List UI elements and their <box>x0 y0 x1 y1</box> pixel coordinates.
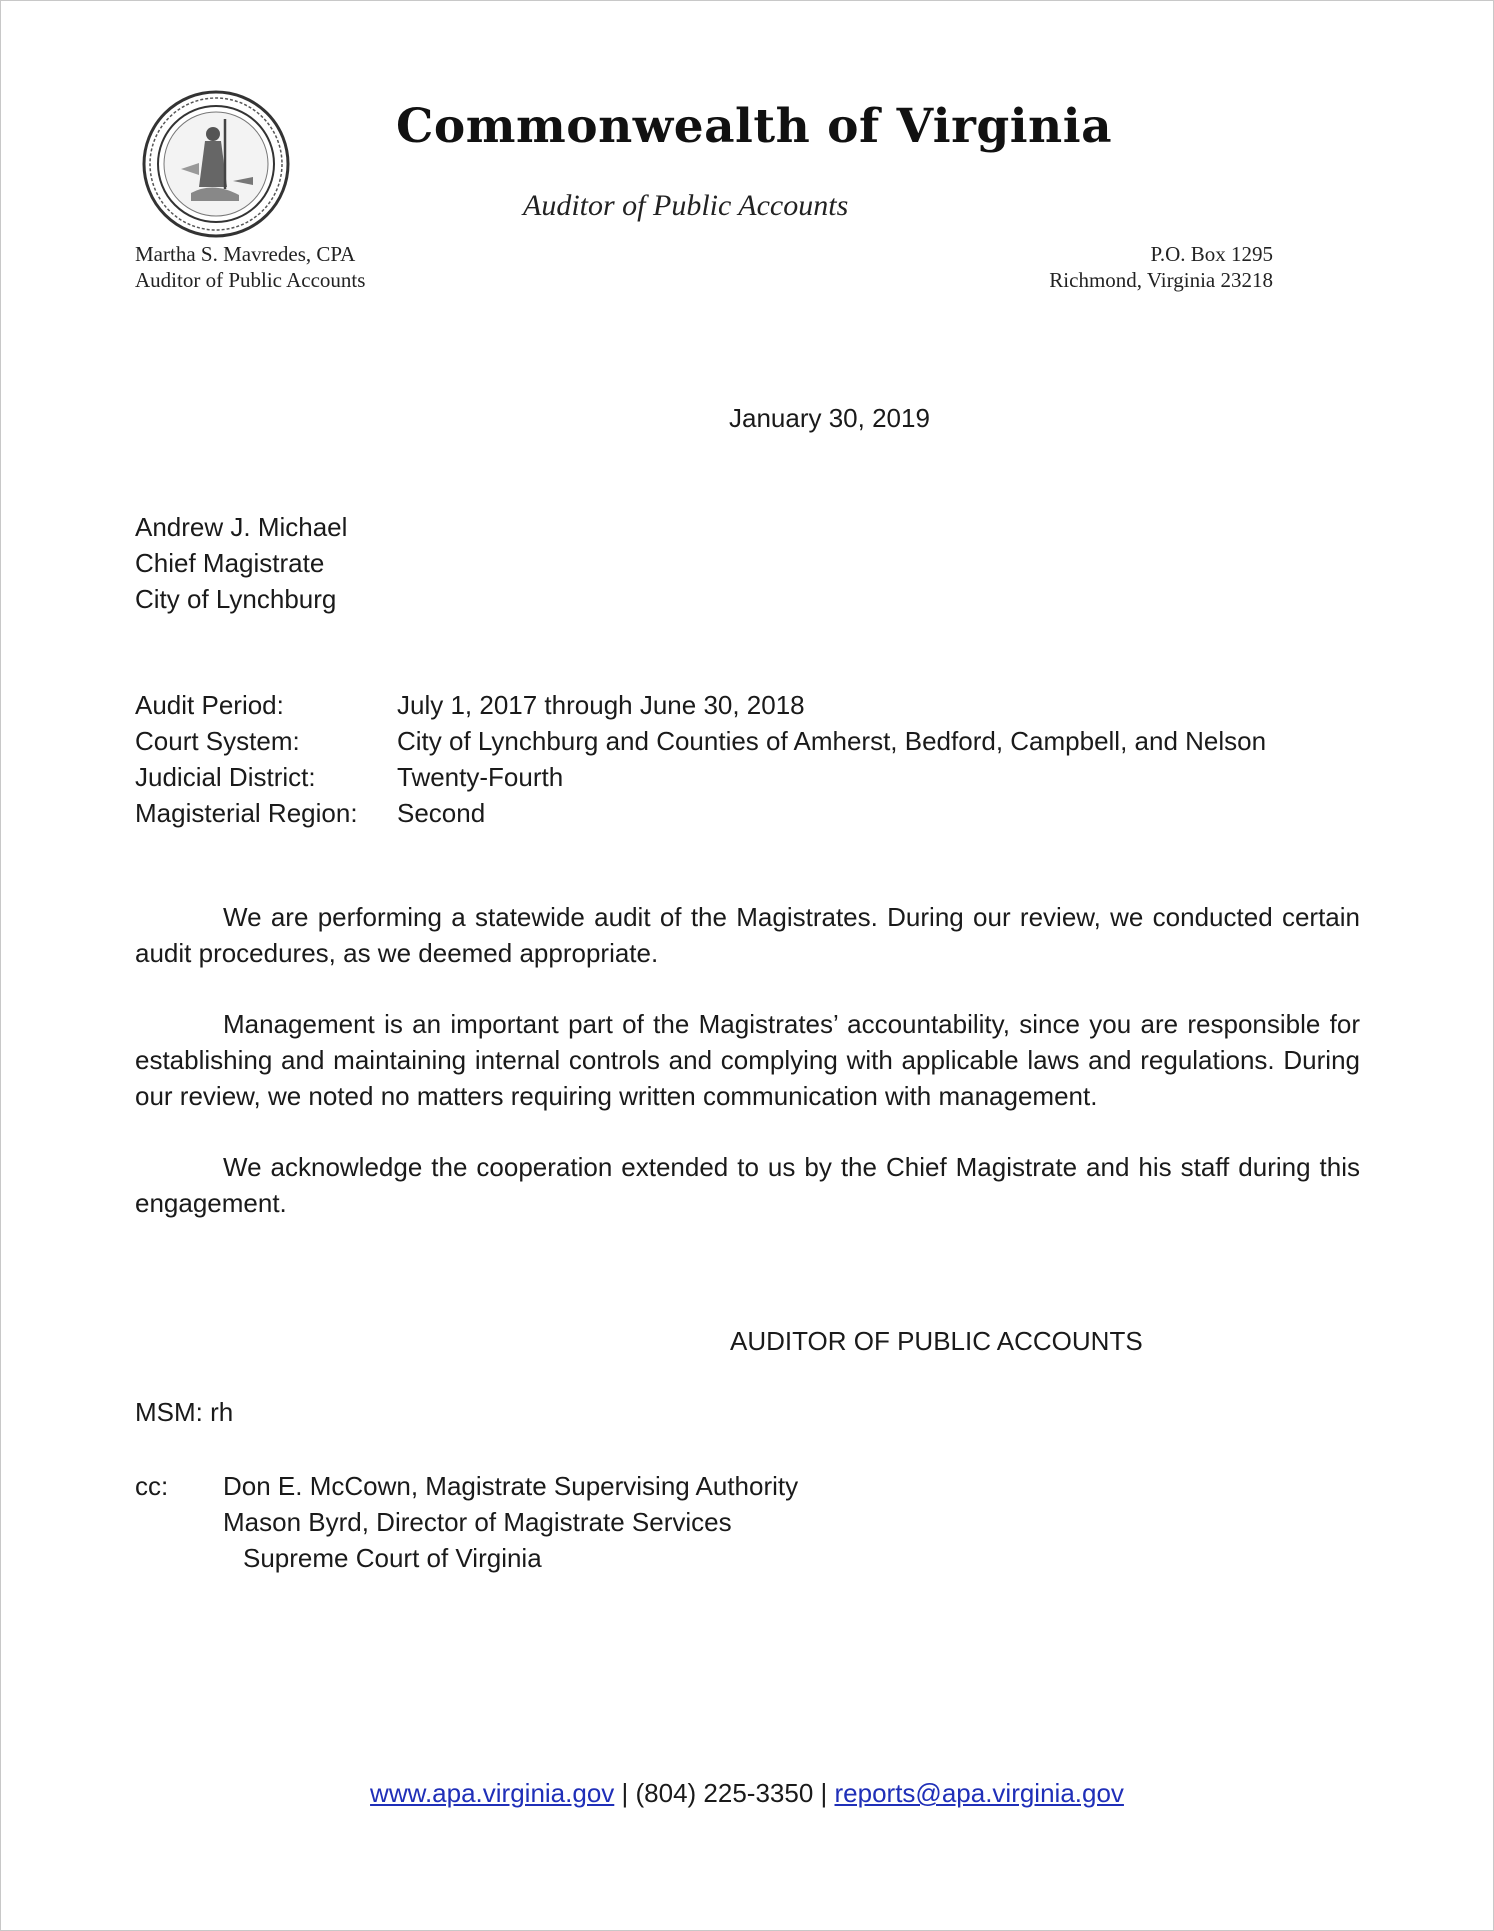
recipient-title: Chief Magistrate <box>135 548 325 578</box>
letter-date: January 30, 2019 <box>729 403 930 433</box>
auditor-name-block <box>135 241 365 293</box>
office-address-block <box>1049 241 1273 293</box>
city-state-zip: Richmond, Virginia 23218 <box>1049 268 1273 292</box>
phone-number: (804) 225-3350 <box>635 1778 814 1808</box>
cc-label: cc: <box>135 1471 169 1501</box>
typist-initials: MSM: rh <box>135 1397 234 1427</box>
detail-label: Court System: <box>135 726 300 756</box>
po-box: P.O. Box 1295 <box>1150 242 1273 266</box>
detail-value: July 1, 2017 through June 30, 2018 <box>397 690 805 720</box>
detail-value: Twenty-Fourth <box>397 762 564 792</box>
cc-list <box>223 1468 798 1576</box>
email-link[interactable]: reports@apa.virginia.gov <box>834 1778 1124 1808</box>
detail-label: Audit Period: <box>135 690 284 720</box>
auditor-title: Auditor of Public Accounts <box>135 268 366 292</box>
detail-row-court-system <box>135 723 1266 759</box>
footer-separator: | <box>614 1778 636 1808</box>
detail-row-magisterial-region <box>135 795 1266 831</box>
paragraph-management: Management is an important part of the Magistrates’ accountability, since you are responsible for establishing and maintaining internal controls and complying with applicable laws and regulations. During our review, we noted no matters requiring written communication with management. <box>135 1009 1360 1111</box>
audit-details <box>135 687 1266 831</box>
cc-block <box>135 1468 798 1576</box>
cc-recipient-organization: Supreme Court of Virginia <box>243 1543 542 1573</box>
recipient-locality: City of Lynchburg <box>135 584 337 614</box>
paragraph-acknowledgement: We acknowledge the cooperation extended to us by the Chief Magistrate and his staff during this engagement. <box>135 1152 1360 1218</box>
detail-value: City of Lynchburg and Counties of Amherst, Bedford, Campbell, and Nelson <box>397 726 1267 756</box>
detail-label: Magisterial Region: <box>135 798 358 828</box>
letterhead-title: Commonwealth of Virginia <box>396 99 1113 154</box>
footer-contact <box>1 1778 1493 1809</box>
signature-line: AUDITOR OF PUBLIC ACCOUNTS <box>730 1326 1143 1356</box>
virginia-state-seal-icon <box>141 89 291 239</box>
paragraph-audit-scope: We are performing a statewide audit of the Magistrates. During our review, we conducted certain audit procedures, as we deemed appropriate. <box>135 902 1360 968</box>
auditor-name: Martha S. Mavredes, CPA <box>135 242 356 266</box>
detail-value: Second <box>397 798 486 828</box>
detail-row-judicial-district <box>135 759 1266 795</box>
detail-row-audit-period <box>135 687 1266 723</box>
recipient-block <box>135 509 347 617</box>
footer-separator: | <box>813 1778 835 1808</box>
recipient-name: Andrew J. Michael <box>135 512 348 542</box>
website-link[interactable]: www.apa.virginia.gov <box>370 1778 615 1808</box>
cc-recipient: Mason Byrd, Director of Magistrate Services <box>223 1507 732 1537</box>
letterhead-subtitle: Auditor of Public Accounts <box>523 189 849 222</box>
detail-label: Judicial District: <box>135 762 316 792</box>
cc-recipient: Don E. McCown, Magistrate Supervising Authority <box>223 1471 799 1501</box>
